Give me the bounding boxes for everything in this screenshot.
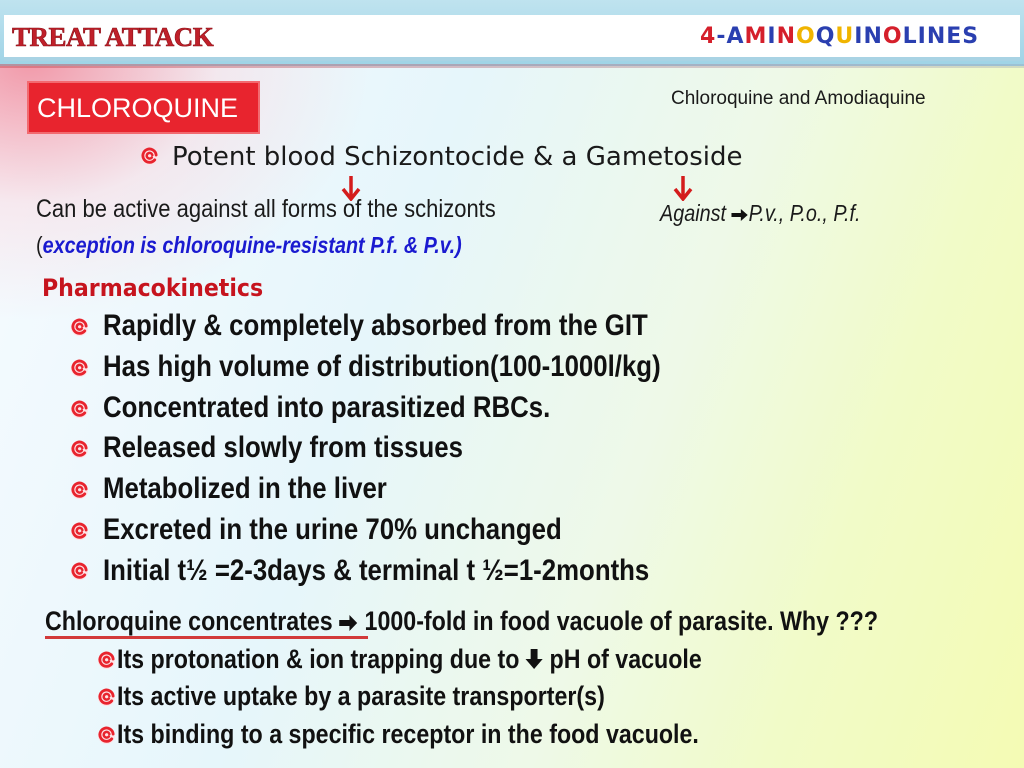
- slide-topic-title: 4-AMINOQUINOLINES: [700, 24, 980, 49]
- right-arrow-icon: [339, 607, 358, 638]
- swirl-bullet-icon: [70, 522, 89, 541]
- resistance-exception-text: (exception is chloroquine-resistant P.f. & P.v.): [36, 232, 462, 258]
- against-label: Against: [660, 200, 726, 226]
- drug-members-text: Chloroquine and Amodiaquine: [671, 88, 926, 109]
- swirl-bullet-icon: [70, 318, 89, 337]
- down-arrow-icon: [526, 645, 543, 676]
- concentration-statement: [45, 606, 878, 638]
- reason-item: Its binding to a specific receptor in the food vacuole.: [117, 719, 699, 749]
- species-list: P.v., P.o., P.f.: [748, 200, 861, 226]
- swirl-bullet-icon: [70, 359, 89, 378]
- pk-item: Released slowly from tissues: [103, 431, 463, 464]
- swirl-bullet-icon: [70, 400, 89, 419]
- gametocyte-activity-text: [660, 200, 860, 228]
- pk-item: Metabolized in the liver: [103, 472, 387, 505]
- swirl-bullet-icon: [97, 726, 116, 745]
- swirl-bullet-icon: [70, 481, 89, 500]
- pk-item: Initial t½ =2-3days & terminal t ½=1-2months: [103, 554, 650, 587]
- pk-item: Concentrated into parasitized RBCs.: [103, 391, 551, 424]
- pk-item: Excreted in the urine 70% unchanged: [103, 513, 562, 546]
- swirl-bullet-icon: [140, 147, 159, 166]
- concentration-underline: [45, 636, 368, 639]
- resistance-exception: exception is chloroquine-resistant P.f. & P.v.): [42, 232, 462, 258]
- right-arrow-icon: [731, 201, 748, 228]
- slide-section-title: TREAT ATTACK: [12, 22, 214, 52]
- pharmacokinetics-heading: Pharmacokinetics: [42, 274, 264, 302]
- concentration-subject: Chloroquine concentrates: [45, 606, 340, 636]
- header-divider: [0, 64, 1024, 68]
- red-down-arrow-icon: [673, 175, 693, 201]
- swirl-bullet-icon: [70, 562, 89, 581]
- pk-item: Rapidly & completely absorbed from the GIT: [103, 309, 648, 342]
- concentration-detail: 1000-fold in food vacuole of parasite. Why ???: [358, 606, 879, 636]
- swirl-bullet-icon: [97, 688, 116, 707]
- schizont-activity-text: Can be active against all forms of the schizonts: [36, 195, 496, 223]
- action-summary: Potent blood Schizontocide & a Gametoside: [172, 142, 743, 172]
- swirl-bullet-icon: [97, 651, 116, 670]
- pk-item: Has high volume of distribution(100-1000l/kg): [103, 350, 661, 383]
- drug-name-label: CHLOROQUINE: [27, 81, 260, 134]
- swirl-bullet-icon: [70, 440, 89, 459]
- reason-item: Its protonation & ion trapping due to pH of vacuole: [117, 644, 702, 676]
- reason-item: Its active uptake by a parasite transporter(s): [117, 681, 605, 711]
